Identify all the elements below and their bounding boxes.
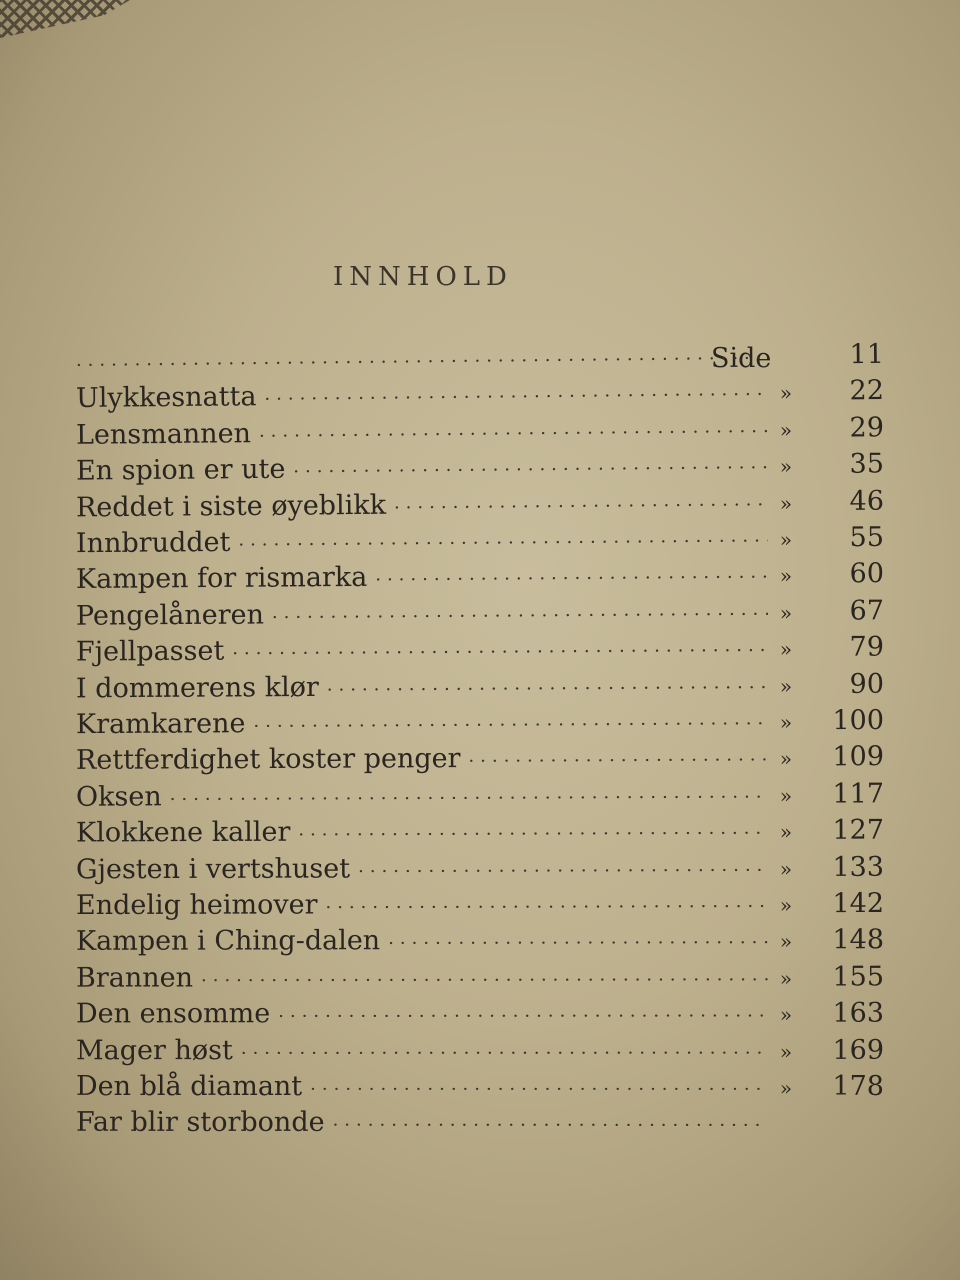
toc-entry-page-number: 127 [832,814,885,846]
toc-entry-page-number: 163 [832,997,885,1029]
toc-entry [76,961,884,998]
toc-entry-page-number: 155 [832,961,885,993]
toc-entry-page-number: 133 [832,851,885,883]
toc-entry-page-number: 79 [849,631,885,663]
toc-entry [76,595,884,636]
toc-entry-title: Rettferdighet koster penger [75,743,461,777]
toc-entry-page-number: 55 [849,521,885,554]
toc-entry-title: Pengelåneren [75,599,265,632]
toc-entry-title: Oksen [75,781,162,813]
ditto-mark: » [779,417,793,442]
toc-entry [76,1071,884,1107]
toc-entry [76,1107,884,1143]
toc-entry-title: Endelig heimover [75,889,318,922]
toc-entry-title: Den ensomme [75,998,271,1030]
dot-leader [298,823,768,846]
dot-leader [238,531,768,556]
dot-leader [201,969,768,991]
ditto-mark: » [779,1039,793,1064]
toc-entry-title: Fjellpasset [75,635,225,668]
toc-entry-title: Mager høst [75,1034,233,1066]
ditto-mark: » [779,673,793,698]
page-title: INNHOLD [333,262,513,292]
toc-entry [76,778,884,817]
ditto-mark: » [779,637,793,662]
ditto-mark: » [779,710,793,735]
toc-entry [76,449,884,492]
dot-leader [241,1042,768,1063]
dot-leader [293,458,768,483]
toc-entry-title: I dommerens klør [75,671,319,704]
toc-entry-title: Brannen [75,962,194,994]
toc-entry [76,632,884,673]
toc-entry-title: En spion er ute [75,453,286,487]
toc-entry-page-number: 178 [832,1071,884,1102]
toc-entry-page-number: 67 [849,595,885,627]
toc-entry [76,1034,884,1070]
dot-leader [278,1006,768,1028]
toc-entry [76,741,884,781]
ditto-mark: » [779,600,793,625]
toc-entry [76,815,884,854]
dot-leader [325,896,768,918]
ditto-mark: » [779,454,793,479]
dot-leader [232,640,768,664]
dot-leader [253,713,768,737]
dot-leader [388,933,768,955]
toc-entry-title: Kampen for rismarka [75,562,368,596]
toc-entry [76,668,884,709]
toc-entry [76,888,884,926]
toc-entry-title: Kramkarene [75,708,246,741]
toc-entry-page-number: 60 [849,558,885,590]
toc-entry-page-number: 142 [832,887,885,920]
toc-entry-page-number: 148 [832,924,885,956]
toc-entry [76,485,884,528]
ditto-mark: » [779,1002,793,1027]
fabric-corner-decoration [0,0,130,38]
toc-entry-page-number: 169 [832,1034,885,1066]
ditto-mark: » [779,746,793,771]
toc-entry [76,998,884,1035]
dot-leader [394,494,768,518]
toc-entry-title: Reddet i siste øyeblikk [75,489,387,523]
ditto-mark: » [779,1076,793,1100]
dot-leader [358,860,768,882]
toc-entry-page-number: 11 [849,338,885,371]
dot-leader [310,1079,768,1100]
ditto-mark: » [779,564,793,589]
dot-leader [170,787,768,811]
toc-entry-page-number: 46 [849,485,885,517]
dot-leader [327,677,768,701]
dot-leader [333,1115,768,1136]
dot-leader [76,348,768,376]
toc-entry-page-number: 90 [849,668,885,700]
ditto-mark: » [779,820,793,845]
ditto-mark: » [779,856,793,881]
toc-entry [76,925,884,963]
toc-entry-page-number: 22 [849,375,885,407]
toc-entry-title: Gjesten i vertshuset [75,853,351,885]
side-column-label: Side [711,343,772,374]
dot-leader [264,385,768,411]
toc-entry-title: Den blå diamant [76,1071,303,1102]
toc-entry-title: Innbruddet [75,526,231,560]
toc-entry-page-number: 35 [849,448,885,480]
toc-entry-page-number: 109 [832,741,885,773]
toc-entry [76,558,884,600]
ditto-mark: » [779,381,793,406]
toc-entry-title: Lensmannen [75,417,252,451]
toc-entry-page-number: 117 [832,778,885,810]
ditto-mark: » [779,893,793,918]
ditto-mark: » [779,490,793,516]
toc-entry-title: Far blir storbonde [75,1107,325,1139]
toc-entry-page-number: 29 [849,411,885,444]
toc-entry-page-number: 100 [832,704,885,737]
ditto-mark: » [779,783,793,808]
toc-entry-title: Kampen i Ching-dalen [75,925,381,958]
toc-entry [76,522,884,564]
dot-leader [468,750,768,772]
ditto-mark: » [779,966,793,991]
ditto-mark: » [779,527,793,552]
toc-entry [76,851,884,890]
toc-entry-title: Klokkene kaller [75,816,291,849]
dot-leader [259,421,768,447]
ditto-mark: » [779,929,793,954]
dot-leader [272,604,768,628]
toc-entry-title: Ulykkesnatta [75,381,257,415]
toc-entry [76,705,884,745]
dot-leader [375,567,768,591]
